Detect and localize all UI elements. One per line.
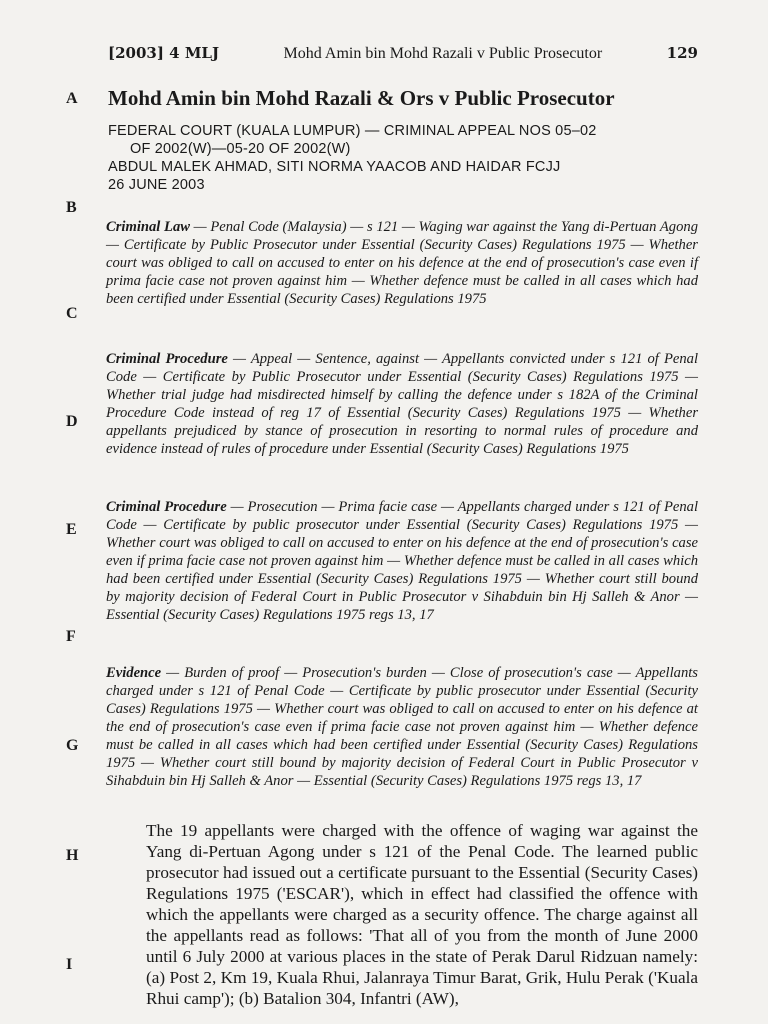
judgment-paragraph: The 19 appellants were charged with the offence of waging war against the Yang di-Pertuan Agong under s 121 of the Penal Code. The learned public prosecutor had issued out a certificate pursuant to the Essential (Security Cases) Regulations 1975 ('ESCAR'), which in effect had classified the offence with which the appellants were charged as a security offence. The charge against all the appellants read as follows: 'That all of you from the month of June 2000 until 6 July 2000 at various places in the state of Perak Darul Ridzuan namely: (a) Post 2, Km 19, Kuala Rhui, Jalanraya Timur Barat, Grik, Hulu Perak ('Kuala Rhui camp'); (b) Batalion 304, Infantri (AW), (146, 821, 698, 1008)
margin-letter-h: H (66, 847, 79, 864)
headnote (106, 218, 698, 308)
headnote-subject: Evidence (106, 665, 162, 681)
running-head (108, 44, 698, 63)
headnote-text: — Appeal — Sentence, against — Appellants convicted under s 121 of Penal Code — Certificate by Public Prosecutor under Essential (Security Cases) Regulations 1975 — Whether trial judge had misdirected himself by calling the defence under s 182A of the Criminal Procedure Code instead of reg 17 of Essential (Security Cases) Regulations 1975 — Whether appellants prejudiced by stance of prosecution in resorting to normal rules of procedure and evidence instead of rules of procedure under Essential (Security Cases) Regulations 1975 (106, 351, 699, 457)
court-info (108, 122, 698, 194)
margin-letter-e: E (66, 521, 77, 538)
headnote (106, 498, 698, 624)
running-head-citation: [2003] 4 MLJ (108, 44, 220, 62)
running-head-case-name: Mohd Amin bin Mohd Razali v Public Prosecutor (283, 45, 603, 62)
case-title: Mohd Amin bin Mohd Razali & Ors v Public Prosecutor (108, 86, 615, 110)
headnote-text: — Prosecution — Prima facie case — Appellants charged under s 121 of Penal Code — Certificate by public prosecutor under Essential (Security Cases) Regulations 1975 — Whether court was obliged to call on accused to enter on his defence at the end of prosecution's case even if prima facie case not proven against him — Whether defence must be called in all cases which had been certified under Essential (Security Cases) Regulations 1975 — Whether court still bound by majority decision of Federal Court in Public Prosecutor v Sihabduin bin Hj Salleh & Anor — Essential (Security Cases) Regulations 1975 regs 13, 17 (106, 499, 698, 623)
court-line-continued: OF 2002(W)—05-20 OF 2002(W) (130, 141, 351, 157)
margin-letter-g: G (66, 737, 79, 754)
judges: ABDUL MALEK AHMAD, SITI NORMA YAACOB AND HAIDAR FCJJ (108, 159, 561, 175)
margin-letter-b: B (66, 199, 77, 216)
margin-letter-d: D (66, 413, 78, 430)
headnote-subject: Criminal Procedure (106, 351, 228, 367)
margin-letter-c: C (66, 305, 78, 322)
headnote-text: — Burden of proof — Prosecution's burden — Close of prosecution's case — Appellants charged under s 121 of Penal Code — Certificate by public prosecutor under Essential (Security Cases) Regulations 1975 — Whether court was obliged to call on accused to enter on his defence at the end of prosecution's case even if prima facie case not proven against him — Whether defence must be called in all cases which had been certified under Essential (Security Cases) Regulations 1975 — Whether court still bound by majority decision of Federal Court in Public Prosecutor v Sihabduin bin Hj Salleh & Anor — Essential (Security Cases) Regulations 1975 regs 13, 17 (106, 665, 698, 789)
headnote (106, 350, 698, 458)
headnote-text: — Penal Code (Malaysia) — s 121 — Waging war against the Yang di-Pertuan Agong — Certificate by Public Prosecutor under Essential (Security Cases) Regulations 1975 — Whether court was obliged to call on accused to enter on his defence at the end of prosecution's case even if prima facie case not proven against him — Whether defence must be called in all cases which had been certified under Essential (Security Cases) Regulations 1975 (106, 219, 698, 307)
margin-letter-i: I (66, 956, 73, 973)
page-number: 129 (666, 44, 698, 62)
headnote-subject: Criminal Procedure (106, 499, 227, 515)
court-line: FEDERAL COURT (KUALA LUMPUR) — CRIMINAL APPEAL NOS 05–02 (108, 123, 597, 139)
margin-letter-a: A (66, 90, 78, 107)
headnote-subject: Criminal Law (106, 219, 190, 235)
margin-letter-f: F (66, 628, 76, 645)
judgment-date: 26 JUNE 2003 (108, 177, 205, 193)
headnote (106, 664, 698, 790)
